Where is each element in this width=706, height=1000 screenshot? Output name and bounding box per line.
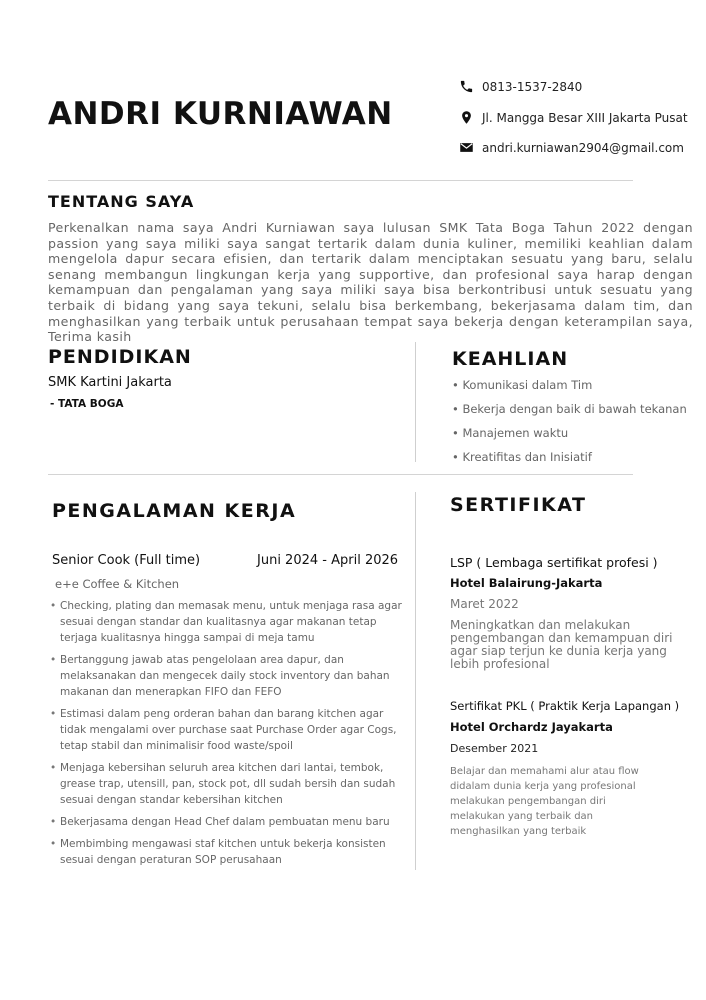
contact-address <box>459 110 688 125</box>
certificate-description: Meningkatkan dan melakukan pengembangan dan kemampuan diri agar siap terjun ke dunia kerja yang lebih profesional <box>450 618 673 671</box>
certificate-description: Belajar dan memahami alur atau flow didalam dunia kerja yang profesional melakukan pengembangan diri melakukan yang terbaik dan menghasilkan yang terbaik <box>450 766 639 837</box>
phone-text: 0813-1537-2840 <box>482 79 583 94</box>
address-text: Jl. Mangga Besar XIII Jakarta Pusat <box>482 110 688 125</box>
list-item: • Estimasi dalam peng orderan bahan dan barang kitchen agar tidak mengalami over purchase saat Purchase Order agar Cogs, tetap stabil dan minimalisir food waste/spoil <box>50 706 410 754</box>
list-item: • Menjaga kebersihan seluruh area kitchen dari lantai, tembok, grease trap, utensill, pan, stock pot, dll sudah bersih dan sudah sesuai dengan standar kebersihan kitchen <box>50 760 410 808</box>
lower-column-divider <box>415 492 416 870</box>
email-text: andri.kurniawan2904@gmail.com <box>482 140 684 155</box>
middle-divider <box>48 474 633 475</box>
certificate-title: LSP ( Lembaga sertifikat profesi ) <box>450 555 658 570</box>
contact-phone <box>459 79 582 94</box>
certificate-title: Sertifikat PKL ( Praktik Kerja Lapangan ) <box>450 699 680 713</box>
certificate-date: Maret 2022 <box>450 597 519 611</box>
education-major: - TATA BOGA <box>50 398 124 410</box>
contact-email <box>459 140 684 155</box>
phone-icon <box>459 79 474 94</box>
about-text: Perkenalkan nama saya Andri Kurniawan saya lulusan SMK Tata Boga Tahun 2022 dengan passion yang saya miliki saya sangat tertarik dalam dunia kuliner, memiliki keahlian dalam mengelola dapur secara efisien, dan tertarik dalam menciptakan sesuatu yang baru, selalu senang membangun lingkungan kerja yang supportive, dan profesional saya harap dengan kemampuan dan pengalaman yang saya miliki saya bisa berkontribusi untuk sesuatu yang terbaik di bidang yang saya tekuni, selalu bisa berkembang, bekerjasama dalam tim, dan menghasilkan yang terbaik untuk perusahaan tempat saya bekerja dengan keterampilan saya, Terima kasih <box>48 220 693 345</box>
candidate-name: ANDRI KURNIAWAN <box>48 96 393 132</box>
job-company: e+e Coffee & Kitchen <box>55 577 180 591</box>
list-item: • Bertanggung jawab atas pengelolaan area dapur, dan melaksanakan dan mengecek daily stock inventory dan bahan makanan dan menerapkan FIFO dan FEFO <box>50 652 410 700</box>
job-title: Senior Cook (Full time) <box>52 553 201 568</box>
list-item: • Bekerjasama dengan Head Chef dalam pembuatan menu baru <box>50 814 410 830</box>
job-duties-list <box>50 598 410 874</box>
skill-item: • Bekerja dengan baik di bawah tekanan <box>452 402 687 416</box>
job-period: Juni 2024 - April 2026 <box>257 553 399 568</box>
education-school: SMK Kartini Jakarta <box>48 375 172 390</box>
list-item: • Checking, plating dan memasak menu, untuk menjaga rasa agar sesuai dengan standar dan kualitasnya agar makanan tetap terjaga kualitasnya hingga sampai di meja tamu <box>50 598 410 646</box>
upper-column-divider <box>415 342 416 462</box>
list-item: • Membimbing mengawasi staf kitchen untuk bekerja konsisten sesuai dengan peraturan SOP perusahaan <box>50 836 410 868</box>
location-pin-icon <box>459 110 474 125</box>
skill-item: • Manajemen waktu <box>452 426 569 440</box>
email-icon <box>459 140 474 155</box>
about-heading: TENTANG SAYA <box>48 192 195 211</box>
certificate-org: Hotel Orchardz Jayakarta <box>450 720 613 734</box>
experience-heading: PENGALAMAN KERJA <box>52 500 297 522</box>
skills-heading: KEAHLIAN <box>452 348 569 370</box>
header-divider <box>48 180 633 181</box>
skill-item: • Kreatifitas dan Inisiatif <box>452 450 592 464</box>
certificate-org: Hotel Balairung-Jakarta <box>450 576 603 590</box>
education-heading: PENDIDIKAN <box>48 346 192 368</box>
certificate-date: Desember 2021 <box>450 742 539 755</box>
skill-item: • Komunikasi dalam Tim <box>452 378 593 392</box>
certificates-heading: SERTIFIKAT <box>450 494 587 516</box>
